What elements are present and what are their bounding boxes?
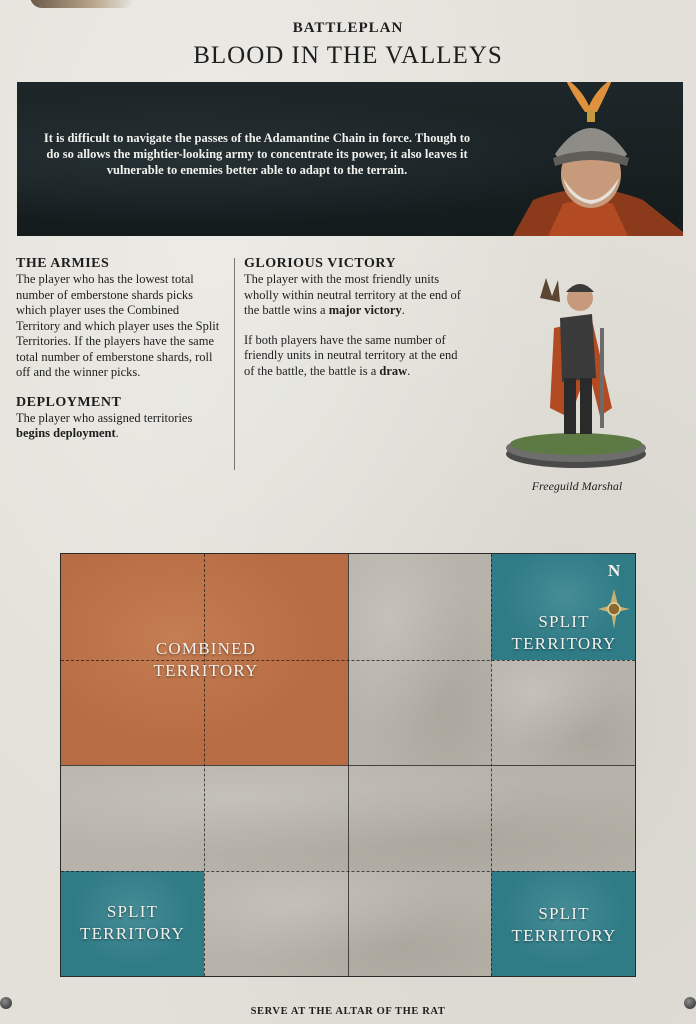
grid-line (348, 554, 349, 976)
compass-icon (598, 589, 630, 629)
split-label-line-2: TERRITORY (511, 634, 617, 653)
north-label: N (608, 561, 621, 580)
split-label-line-1: SPLIT (538, 612, 590, 631)
victory-text-2-part: If both players have the same number of friendly units in neutral territory at the end of the battle, the battle is a (244, 332, 458, 378)
split-label-line-2: TERRITORY (511, 926, 617, 945)
split-territory-label-bottom-left (61, 901, 204, 945)
top-decoration (30, 0, 135, 8)
middle-column (244, 256, 469, 393)
victory-text-1-end: . (401, 303, 405, 317)
deployment-heading: DEPLOYMENT (16, 394, 122, 410)
page-title: BLOOD IN THE VALLEYS (193, 42, 503, 69)
intro-banner (17, 82, 683, 236)
combined-territory-label (121, 638, 291, 682)
neutral-territory-right (491, 660, 636, 765)
combined-label-line-1: COMBINED (155, 639, 257, 658)
victory-heading: GLORIOUS VICTORY (244, 256, 397, 271)
victory-text-1 (244, 272, 469, 319)
column-divider (234, 258, 235, 470)
deployment-text-end: . (115, 426, 119, 440)
victory-text-2 (244, 333, 469, 380)
grid-line (204, 554, 205, 976)
deployment-text-part: The player who assigned territories (16, 410, 193, 425)
major-victory-keyword: major victory (328, 303, 402, 317)
combined-label-line-2: TERRITORY (153, 661, 259, 680)
intro-text: It is difficult to navigate the passes of the Adamantine Chain in force. Though to do so allows the mightier-looking army to concentrate its power, it also leaves it vulnerable to enemies better able to adapt to the terrain. (43, 131, 471, 177)
deployment-text (16, 411, 226, 442)
split-territory-label-bottom-right (491, 903, 636, 947)
victory-text-1-part: The player with the most friendly units wholly within neutral territory at the end of the battle wins a (244, 272, 461, 317)
armies-heading: THE ARMIES (16, 256, 110, 271)
battlefield-map (60, 553, 636, 977)
victory-text-2-end: . (407, 363, 411, 378)
portrait-illustration (493, 82, 683, 236)
miniature-image (500, 258, 650, 473)
draw-keyword: draw (379, 363, 408, 378)
left-column (16, 256, 226, 456)
armies-text: The player who has the lowest total number of emberstone shards picks which player uses the Combined Territory and which player uses the Split Territories. If the players have the same total number of emberstone shards, roll off and the winner picks. (16, 272, 220, 379)
deployment-keyword: begins deployment (16, 426, 116, 440)
split-label-line-1: SPLIT (538, 904, 590, 923)
miniature-caption: Freeguild Marshal (531, 479, 623, 493)
split-label-line-1: SPLIT (106, 902, 159, 921)
battleplan-kicker: BATTLEPLAN (292, 20, 404, 36)
split-label-line-2: TERRITORY (80, 924, 185, 943)
page-footer: SERVE AT THE ALTAR OF THE RAT (250, 1006, 446, 1017)
